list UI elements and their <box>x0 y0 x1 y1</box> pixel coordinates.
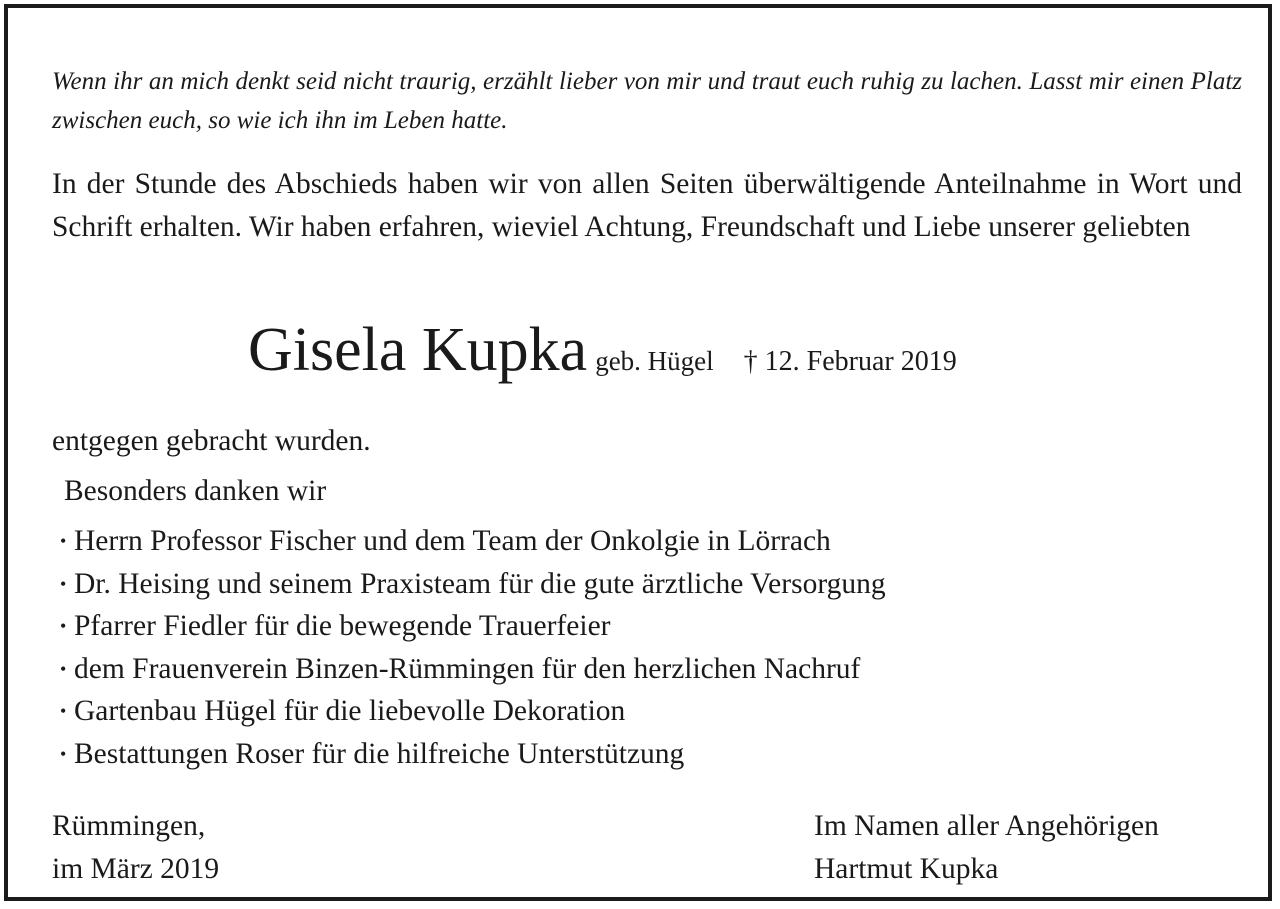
maiden-name: geb. Hügel <box>595 346 714 376</box>
bullet-dot: • <box>60 658 67 679</box>
date: im März 2019 <box>52 853 220 885</box>
bullet-dot: • <box>60 743 67 764</box>
signer-name: Hartmut Kupka <box>814 853 999 885</box>
signature-block <box>814 805 1159 891</box>
obituary-notice-frame <box>4 4 1272 901</box>
place-and-date <box>52 805 219 891</box>
thanks-item-text: Dr. Heising und seinem Praxisteam für die gute ärztliche Versorgung <box>74 567 886 600</box>
thanks-item-text: dem Frauenverein Binzen-Rümmingen für den herzlichen Nachruf <box>74 652 861 685</box>
thanks-item <box>60 605 886 648</box>
bullet-dot: • <box>60 573 67 594</box>
thanks-list <box>60 520 886 775</box>
deceased-name-line <box>248 314 957 386</box>
thanks-item <box>60 520 886 563</box>
thanks-item-text: Gartenbau Hügel für die liebevolle Dekoration <box>74 695 626 727</box>
thanks-item-text: Herrn Professor Fischer und dem Team der Onkolgie in Lörrach <box>74 525 831 557</box>
signoff: Im Namen aller Angehörigen <box>814 810 1159 842</box>
thanks-heading: Besonders danken wir <box>64 475 327 507</box>
thanks-item <box>60 563 886 606</box>
bullet-dot: • <box>60 531 67 551</box>
thanks-item <box>60 733 886 776</box>
bullet-dot: • <box>60 616 67 636</box>
motto-quote: Wenn ihr an mich denkt seid nicht traurig, erzählt lieber von mir und traut euch ruhig zu lachen. Lasst mir einen Platz zwischen euch, so wie ich ihn im Leben hatte. <box>52 68 1242 134</box>
deceased-name: Gisela Kupka <box>248 316 588 384</box>
thanks-item <box>60 690 886 733</box>
intro-paragraph: In der Stunde des Abschieds haben wir von allen Seiten überwältigende Anteilnahme in Wort und Schrift erhalten. Wir haben erfahren, wieviel Achtung, Freundschaft und Liebe unserer geliebten <box>52 168 1242 243</box>
death-date: † 12. Februar 2019 <box>743 346 957 377</box>
thanks-item-text: Pfarrer Fiedler für die bewegende Trauerfeier <box>74 610 611 642</box>
thanks-item <box>60 648 886 691</box>
after-name-text: entgegen gebracht wurden. <box>52 425 371 457</box>
place: Rümmingen, <box>52 810 206 842</box>
bullet-dot: • <box>60 701 67 721</box>
thanks-item-text: Bestattungen Roser für die hilfreiche Unterstützung <box>74 737 685 770</box>
